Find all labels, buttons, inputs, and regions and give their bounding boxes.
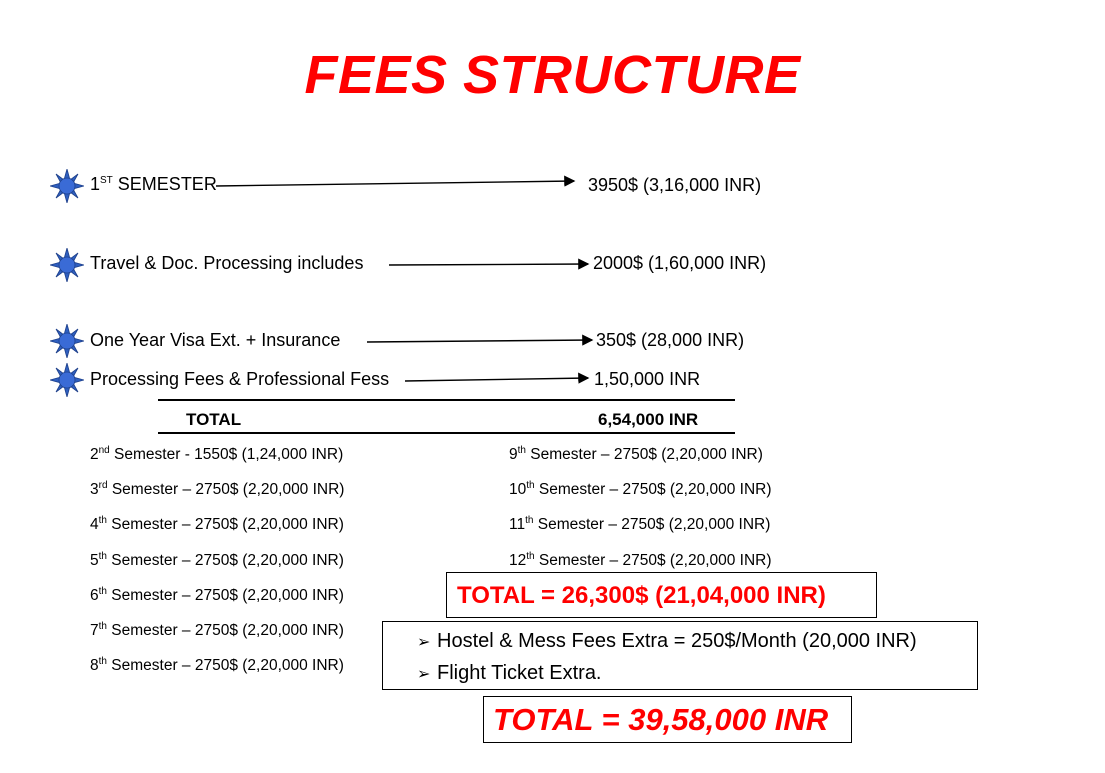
arrow-icon (216, 181, 574, 186)
semester-fee-item: 8th Semester – 2750$ (2,20,000 INR) (90, 655, 344, 674)
divider-bottom (158, 432, 735, 434)
fee-item-value-visa: 350$ (28,000 INR) (596, 330, 745, 350)
semester-fee-item: 10th Semester – 2750$ (2,20,000 INR) (509, 479, 772, 498)
extra-notes-box (382, 621, 978, 690)
fee-item-value-travel: 2000$ (1,60,000 INR) (593, 253, 767, 273)
semester-fee-item: 2nd Semester - 1550$ (1,24,000 INR) (90, 444, 344, 463)
arrow-icon (405, 378, 588, 381)
semester-fee-item: 11th Semester – 2750$ (2,20,000 INR) (509, 514, 771, 533)
fee-item-value-first-semester: 3950$ (3,16,000 INR) (588, 175, 762, 195)
semester-fee-item: 9th Semester – 2750$ (2,20,000 INR) (509, 444, 763, 463)
note-item: ➢ Flight Ticket Extra. (417, 662, 602, 684)
semester-fee-item: 5th Semester – 2750$ (2,20,000 INR) (90, 550, 344, 569)
grand-total-text: TOTAL = 39,58,000 INR (493, 702, 829, 737)
divider-top (158, 399, 735, 401)
semester-fee-item: 4th Semester – 2750$ (2,20,000 INR) (90, 514, 344, 533)
semester-fee-item: 3rd Semester – 2750$ (2,20,000 INR) (90, 479, 345, 498)
fee-item-label-processing: Processing Fees & Professional Fess (90, 369, 390, 389)
arrow-icon (389, 264, 588, 265)
total-value: 6,54,000 INR (598, 410, 699, 429)
semester-fee-item: 12th Semester – 2750$ (2,20,000 INR) (509, 550, 772, 569)
fee-item-label-first-semester: 1ST SEMESTER (90, 174, 217, 194)
semester-total-text: TOTAL = 26,300$ (21,04,000 INR) (457, 582, 826, 609)
fee-item-value-processing: 1,50,000 INR (594, 369, 701, 389)
note-item: ➢ Hostel & Mess Fees Extra = 250$/Month (20,000 INR) (417, 630, 917, 652)
fee-item-label-travel: Travel & Doc. Processing includes (90, 253, 364, 273)
semester-fee-item: 7th Semester – 2750$ (2,20,000 INR) (90, 620, 344, 639)
semester-total-box (446, 572, 877, 618)
fee-item-label-visa: One Year Visa Ext. + Insurance (90, 330, 341, 350)
chevron-right-icon: ➢ (417, 666, 431, 683)
chevron-right-icon: ➢ (417, 634, 431, 651)
arrow-icon (367, 340, 592, 342)
grand-total-box (483, 696, 852, 743)
semester-fee-item: 6th Semester – 2750$ (2,20,000 INR) (90, 585, 344, 604)
total-label: TOTAL (186, 410, 242, 429)
page-title: FEES STRUCTURE (304, 45, 801, 105)
